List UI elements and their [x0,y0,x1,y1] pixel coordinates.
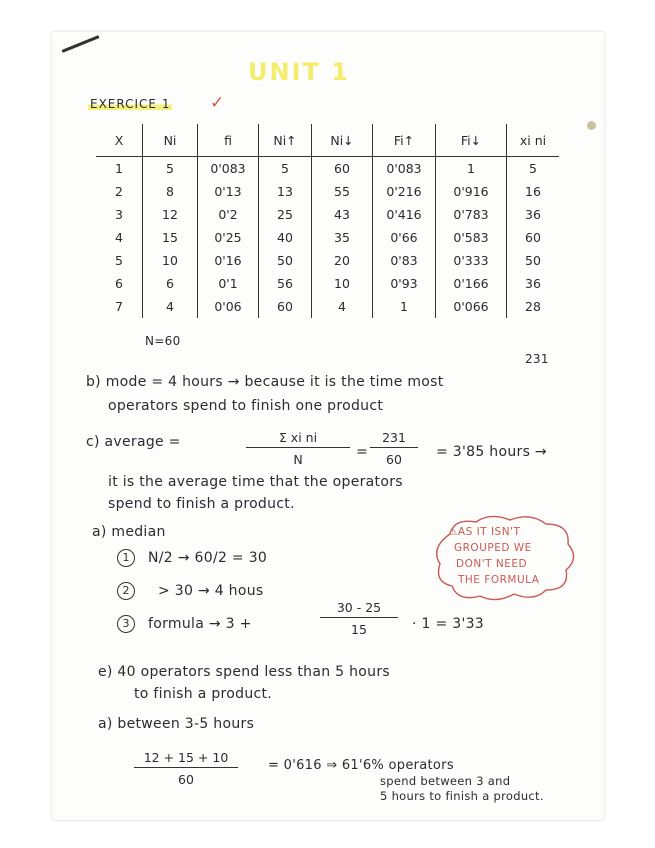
median-label: a) median [92,524,166,540]
cell: 60 [507,226,560,249]
cell: 6 [143,272,198,295]
step-1-badge: 1 [117,549,135,567]
cell: 0'916 [436,180,507,203]
fraction-numerator: 12 + 15 + 10 [143,750,229,765]
between-line-3: 5 hours to finish a product. [380,789,544,803]
cell: 50 [507,249,560,272]
cell: 13 [259,180,312,203]
cell: 2 [115,184,123,199]
table-row [96,180,559,203]
average-line-2: it is the average time that the operators [108,474,403,490]
frequency-table [96,124,559,318]
average-label: c) average = [86,434,181,450]
mode-line-2: operators spend to finish one product [108,398,384,414]
fraction-denominator: 15 [351,622,367,637]
operators-line-1: e) 40 operators spend less than 5 hours [98,664,390,680]
cell: 8 [143,180,198,203]
cell: 55 [312,180,373,203]
header-fi-down: Fi↓ [436,124,507,157]
average-equals: = [356,444,369,460]
between-fraction [134,750,238,787]
table-header-row [96,124,559,157]
table-row [96,295,559,318]
cell: 1 [115,161,123,176]
table-row [96,272,559,295]
header-ni-down: Ni↓ [312,124,373,157]
average-fraction-2 [370,430,418,467]
cell: 0'13 [198,180,259,203]
cell: 10 [143,249,198,272]
cell: 5 [507,157,560,181]
between-label: a) between 3-5 hours [98,716,255,732]
cell: 16 [507,180,560,203]
fraction-denominator: 60 [386,452,402,467]
n-total: N=60 [145,334,181,348]
cell: 60 [312,157,373,181]
cell: 12 [143,203,198,226]
note-line-2: GROUPED WE [454,542,532,554]
median-step-3-pre: formula → 3 + [148,616,252,632]
cell: 56 [259,272,312,295]
cell: 0'25 [198,226,259,249]
table-row [96,203,559,226]
header-ni-up: Ni↑ [259,124,312,157]
cell: 0'16 [198,249,259,272]
cell: 20 [312,249,373,272]
cell: 0'083 [198,157,259,181]
cell: 0'06 [198,295,259,318]
header-ni: Ni [143,124,198,157]
average-line-3: spend to finish a product. [108,496,295,512]
cell: 0'083 [373,157,436,181]
cell: 5 [259,157,312,181]
header-x: X [96,124,143,157]
cell: 60 [259,295,312,318]
note-line-1: ⚠AS IT ISN'T [448,526,521,538]
cell: 0'1 [198,272,259,295]
fraction-denominator: 60 [178,772,194,787]
mode-line-1: b) mode = 4 hours → because it is the time most [86,374,444,390]
cell: 6 [115,276,123,291]
median-step-2: > 30 → 4 hous [158,583,264,599]
cell: 4 [143,295,198,318]
cell: 0'83 [373,249,436,272]
cell: 0'416 [373,203,436,226]
cell: 15 [143,226,198,249]
cell: 0'2 [198,203,259,226]
table-row [96,226,559,249]
average-fraction-1 [246,430,350,467]
red-note-cloud [430,512,580,602]
cell: 50 [259,249,312,272]
table-row [96,249,559,272]
cell: 3 [115,207,123,222]
cell: 5 [115,253,123,268]
average-result: = 3'85 hours → [436,444,547,460]
cell: 43 [312,203,373,226]
hole-punch-icon [587,121,596,130]
cell: 36 [507,203,560,226]
table-row [96,157,559,181]
cell: 4 [115,230,123,245]
cell: 0'783 [436,203,507,226]
cell: 10 [312,272,373,295]
cell: 0'93 [373,272,436,295]
cell: 28 [507,295,560,318]
header-fi-up: Fi↑ [373,124,436,157]
check-mark-icon: ✓ [210,93,225,113]
header-xini: xi ni [507,124,560,157]
cell: 25 [259,203,312,226]
cell: 0'333 [436,249,507,272]
exercise-title: EXERCICE 1 [90,97,171,111]
cell: 4 [312,295,373,318]
median-fraction [320,600,398,637]
median-step-3-post: · 1 = 3'33 [412,616,485,632]
cell: 36 [507,272,560,295]
cell: 1 [373,295,436,318]
cell: 40 [259,226,312,249]
step-3-badge: 3 [117,615,135,633]
fraction-numerator: 30 - 25 [336,600,382,615]
between-result: = 0'616 ⇒ 61'6% operators [268,758,454,773]
fraction-numerator: Σ xi ni [278,430,318,445]
cell: 1 [436,157,507,181]
cell: 0'216 [373,180,436,203]
between-line-2: spend between 3 and [380,774,511,788]
cell: 5 [143,157,198,181]
cell: 0'66 [373,226,436,249]
xini-sum: 231 [525,352,549,366]
cell: 7 [115,299,123,314]
median-step-1: N/2 → 60/2 = 30 [148,550,268,566]
header-fi: fi [198,124,259,157]
cell: 0'166 [436,272,507,295]
cell: 0'583 [436,226,507,249]
note-line-3: DON'T NEED [456,558,528,570]
note-line-4: THE FORMULA [458,574,540,586]
cell: 35 [312,226,373,249]
unit-title: UNIT 1 [248,58,350,86]
cell: 0'066 [436,295,507,318]
operators-line-2: to finish a product. [134,686,273,702]
fraction-numerator: 231 [382,430,406,445]
fraction-denominator: N [293,452,303,467]
step-2-badge: 2 [117,582,135,600]
